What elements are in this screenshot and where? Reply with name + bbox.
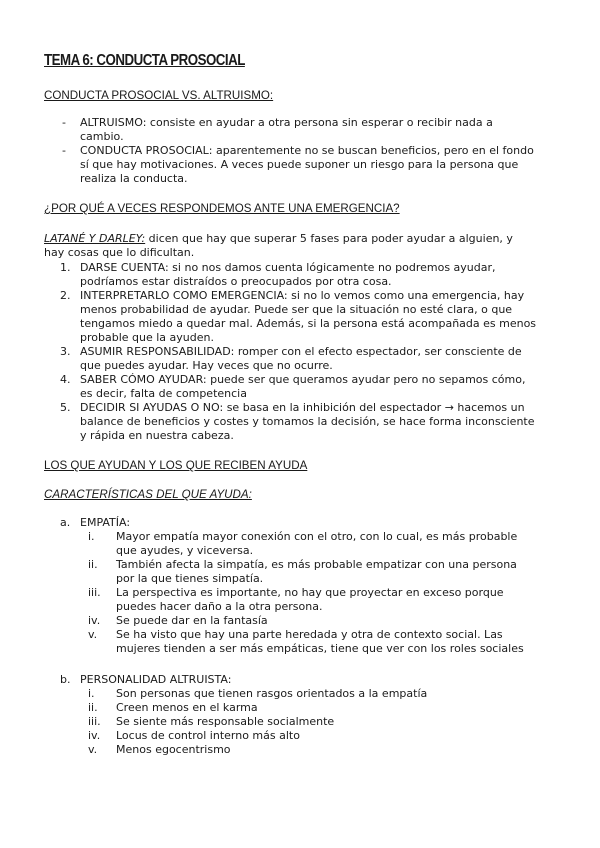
list-item bbox=[44, 116, 564, 144]
number-marker: i. bbox=[88, 530, 95, 543]
number-marker: iii. bbox=[88, 586, 101, 599]
letter-marker: b. bbox=[60, 673, 71, 686]
number-marker: 2. bbox=[60, 289, 71, 302]
number-marker: v. bbox=[88, 628, 98, 641]
item-text: que puedes ayudar. Hay veces que no ocurre. bbox=[80, 359, 333, 372]
list-item bbox=[44, 701, 574, 715]
group-personalidad bbox=[44, 673, 574, 757]
letter-marker: a. bbox=[60, 516, 71, 529]
intro-line bbox=[44, 232, 574, 246]
intro-text: dicen que hay que superar 5 fases para poder ayudar a alguien, y bbox=[145, 232, 513, 245]
list-item bbox=[44, 530, 574, 558]
list-item bbox=[44, 144, 564, 186]
list-item bbox=[44, 687, 574, 701]
item-text: ALTRUISMO: consiste en ayudar a otra persona sin esperar o recibir nada a bbox=[80, 116, 493, 129]
item-text: SABER CÓMO AYUDAR: puede ser que queramos ayudar pero no sepamos cómo, bbox=[80, 373, 526, 386]
intro-line: hay cosas que lo dificultan. bbox=[44, 246, 195, 259]
number-marker: iv. bbox=[88, 614, 101, 627]
definition-list bbox=[44, 116, 564, 186]
list-item bbox=[44, 614, 574, 628]
item-text: INTERPRETARLO COMO EMERGENCIA: si no lo vemos como una emergencia, hay bbox=[80, 289, 525, 302]
item-text: por la que tienes simpatía. bbox=[116, 572, 264, 585]
item-text: mujeres tienden a ser más empáticas, tiene que ver con los roles sociales bbox=[116, 642, 524, 655]
list-item bbox=[44, 715, 574, 729]
author-reference: LATANÉ Y DARLEY: bbox=[44, 232, 146, 245]
number-marker: iv. bbox=[88, 729, 101, 742]
list-item bbox=[44, 628, 574, 656]
number-marker: 1. bbox=[60, 261, 71, 274]
list-item bbox=[44, 261, 574, 289]
item-text: puedes hacer daño a la otra persona. bbox=[116, 600, 323, 613]
list-item bbox=[44, 345, 574, 373]
list-item bbox=[44, 289, 574, 345]
number-marker: ii. bbox=[88, 558, 98, 571]
item-text: es decir, falta de competencia bbox=[80, 387, 247, 400]
number-marker: 3. bbox=[60, 345, 71, 358]
item-text: DARSE CUENTA: si no nos damos cuenta lógicamente no podremos ayudar, bbox=[80, 261, 496, 274]
item-text: Se siente más responsable socialmente bbox=[116, 715, 335, 728]
item-text: Mayor empatía mayor conexión con el otro, con lo cual, es más probable bbox=[116, 530, 518, 543]
section-heading-emergencia: ¿POR QUÉ A VECES RESPONDEMOS ANTE UNA EMERGENCIA? bbox=[44, 202, 400, 215]
item-text: realiza la conducta. bbox=[80, 172, 188, 185]
number-marker: 5. bbox=[60, 401, 71, 414]
list-item bbox=[44, 558, 574, 586]
phases-list bbox=[44, 261, 574, 443]
section-heading-ayuda: LOS QUE AYUDAN Y LOS QUE RECIBEN AYUDA bbox=[44, 459, 308, 472]
item-text: Son personas que tienen rasgos orientados a la empatía bbox=[116, 687, 428, 700]
item-text: cambio. bbox=[80, 130, 124, 143]
number-marker: 4. bbox=[60, 373, 71, 386]
item-text: tengamos miedo a quedar mal. Además, si la persona está acompañada es menos bbox=[80, 317, 537, 330]
item-text: menos probabilidad de ayudar. Puede ser que la situación no esté clara, o que bbox=[80, 303, 513, 316]
item-text: DECIDIR SI AYUDAS O NO: se basa en la inhibición del espectador → hacemos un bbox=[80, 401, 525, 414]
item-text: sí que hay motivaciones. A veces puede suponer un riesgo para la persona que bbox=[80, 158, 519, 171]
group-label bbox=[44, 673, 574, 687]
item-text: También afecta la simpatía, es más probable empatizar con una persona bbox=[116, 558, 517, 571]
subheading-caracteristicas: CARACTERÍSTICAS DEL QUE AYUDA: bbox=[44, 488, 252, 501]
item-text: Se ha visto que hay una parte heredada y otra de contexto social. Las bbox=[116, 628, 503, 641]
list-item bbox=[44, 743, 574, 757]
group-label bbox=[44, 516, 574, 530]
item-text: Locus de control interno más alto bbox=[116, 729, 300, 742]
section-heading-altruismo: CONDUCTA PROSOCIAL VS. ALTRUISMO: bbox=[44, 89, 274, 102]
item-text: balance de beneficios y costes y tomamos la decisión, se hace forma inconsciente bbox=[80, 415, 535, 428]
list-item bbox=[44, 586, 574, 614]
item-text: CONDUCTA PROSOCIAL: aparentemente no se buscan beneficios, pero en el fondo bbox=[80, 144, 534, 157]
item-text: Creen menos en el karma bbox=[116, 701, 258, 714]
dash-marker: - bbox=[62, 144, 66, 157]
item-text: Menos egocentrismo bbox=[116, 743, 231, 756]
item-text: que ayudes, y viceversa. bbox=[116, 544, 254, 557]
item-text: y rápida en nuestra cabeza. bbox=[80, 429, 234, 442]
page-title: TEMA 6: CONDUCTA PROSOCIAL bbox=[44, 52, 245, 69]
number-marker: iii. bbox=[88, 715, 101, 728]
group-empatia bbox=[44, 516, 574, 656]
dash-marker: - bbox=[62, 116, 66, 129]
list-item bbox=[44, 373, 574, 401]
item-text: ASUMIR RESPONSABILIDAD: romper con el efecto espectador, ser consciente de bbox=[80, 345, 522, 358]
item-text: Se puede dar en la fantasía bbox=[116, 614, 268, 627]
group-label-text: EMPATÍA: bbox=[80, 516, 131, 529]
item-text: La perspectiva es importante, no hay que proyectar en exceso porque bbox=[116, 586, 504, 599]
item-text: probable que la ayuden. bbox=[80, 331, 214, 344]
intro-paragraph bbox=[44, 232, 574, 260]
number-marker: v. bbox=[88, 743, 98, 756]
item-text: podríamos estar distraídos o preocupados por otra cosa. bbox=[80, 275, 392, 288]
list-item bbox=[44, 401, 574, 443]
number-marker: ii. bbox=[88, 701, 98, 714]
number-marker: i. bbox=[88, 687, 95, 700]
list-item bbox=[44, 729, 574, 743]
group-label-text: PERSONALIDAD ALTRUISTA: bbox=[80, 673, 232, 686]
